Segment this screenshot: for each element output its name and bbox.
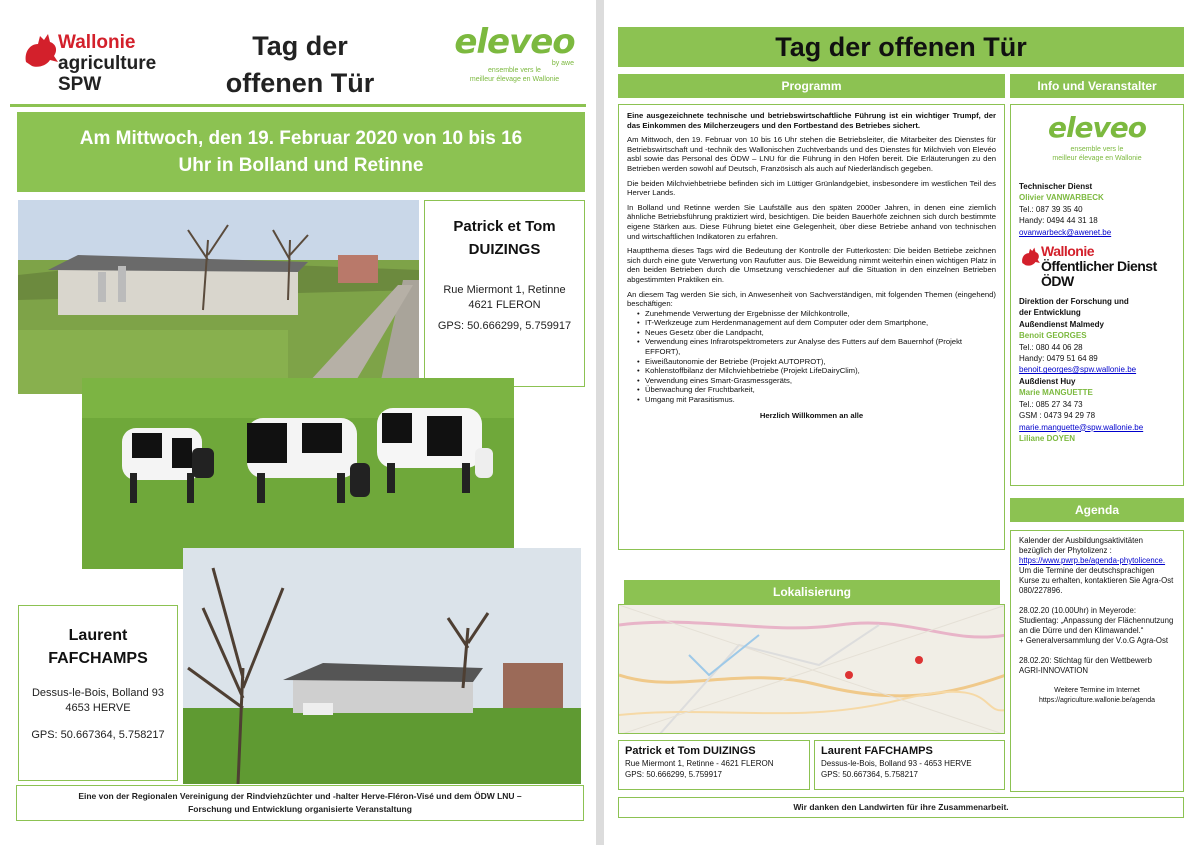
tech-email-link[interactable]: ovanwarbeck@awenet.be [1019, 227, 1112, 237]
eleveo-logo: eleveo by awe ensemble vers le meilleur élevage en Wallonie [454, 22, 575, 83]
topics-list [637, 309, 996, 405]
list-item: • Kohlenstoffbilanz der Milchviehbetriebe (Projekt LifeDairyClim), [637, 366, 996, 376]
malmedy-email-link[interactable]: benoit.georges@spw.wallonie.be [1019, 365, 1137, 375]
cows-photo [82, 378, 514, 569]
left-page [0, 0, 596, 845]
farm1-name-line1: Patrick et Tom [453, 218, 556, 235]
programm-heading: Programm [618, 74, 1005, 98]
list-item: • Verwendung eines Smart-Grasmessgeräts, [637, 376, 996, 386]
agriculture-text: agriculture [58, 53, 157, 74]
thanks-footer: Wir danken den Landwirten für ihre Zusammenarbeit. [618, 797, 1184, 818]
list-item: • Umgang mit Parasitismus. [637, 395, 996, 405]
agenda-box: Kalender der Ausbildungsaktivitäten bezüglich der Phytolizenz : https://www.pwrp.be/agenda-phytolicence. Um die Termine der deutschsprachigen Kurse zu erhalten, kontaktieren Sie Agra-Ost 080/227896. 28.02.20 (10.00Uhr) in Meyerode: Studientag: „Anpassung der Flächennutzung an die Dürre und den Klimawandel.“ + Generalversammlung der V.o.G Agra-Ost 28.02.20: Stichtag für den Wettbewerb AGRI-INNOVATION Weitere Termine im Internet https://agriculture.wallonie.be/agenda [1010, 530, 1184, 792]
list-item: • Überwachung der Fruchtbarkeit, [637, 385, 996, 395]
rooster-icon [1019, 244, 1041, 270]
list-item: • Zunehmende Verwertung der Ergebnisse der Milchkontrolle, [637, 309, 996, 319]
location-card-duizings: Patrick et Tom DUIZINGS Rue Miermont 1, Retinne - 4621 FLERON GPS: 50.666299, 5.759917 [618, 740, 810, 790]
info-heading: Info und Veranstalter [1010, 74, 1184, 98]
title-line-1: Tag der [252, 31, 348, 61]
odw-logo: Wallonie Öffentlicher Dienst ÖDW [1019, 244, 1175, 296]
farm-card-duizings [424, 200, 585, 387]
agenda-heading: Agenda [1010, 498, 1184, 522]
right-page [604, 0, 1200, 845]
farm2-name-line1: Laurent [68, 627, 128, 644]
date-banner: Am Mittwoch, den 19. Februar 2020 von 10 bis 16 Uhr in Bolland und Retinne [17, 112, 585, 192]
programm-box: Eine ausgezeichnete technische und betriebswirtschaftliche Führung ist ein wichtiger Trumpf, der das Einkommen des Milcherzeugers und den Fortbestand des Betriebes sichert. Am Mittwoch, den 19. Februar von 10 bis 16 Uhr stehen die Betriebsleiter, die Mitarbeiter des Dienstes für Betriebswirtschaft und -technik des Wallonischen Zuchtverbands und des Dienstes für Milchvieh von Elevéo asbl sowie das Personal des ÖDW – LNU für die Führung in den Höfen bereit. Die Erläuterungen zu den Betrieben werden sowohl auf Deutsch, Französisch als auch auf Niederländisch gegeben. Die beiden Milchviehbetriebe befinden sich im Lüttiger Grünlandgebiet, insbesondere im westlichen Teil des Herver Lands. In Bolland und Retinne werden Sie Laufställe aus den späten 2000er Jahren, in denen eine ziemlich ähnliche Betriebsführung praktiziert wird, besichtigen. Die beiden Bauerhöfe zeichnen sich durch bestimmte eigene Stärken aus. Diese Führung bietet eine Gelegenheit, über diese Betriebe anhand von technischen und wirtschaftlichen Indikatoren zu erfahren. Hauptthema dieses Tags wird die Bedeutung der Kontrolle der Futterkosten: Die beiden Betriebe zeichnen sich durch eine gute Verwertung von Raufutter aus. Die Beweidung nimmt weiterhin einen wichtigen Platz in den beiden Betrieben durch die Umsetzung verschiedener auf die Situation in den einzelnen Betrieben abgestimmten Praktiken ein. An diesem Tag werden Sie sich, in Anwesenheit von Sachverständigen, mit folgenden Themen (eingehend) beschäftigen: • Zunehmende Verwertung der Ergebnisse der Milchkontrolle, • IT-Werkzeuge zum Herdenmanagement auf dem Computer oder dem Smartphone, • Neues Gesetz über die Landpacht, • Verwendung eines Infrarotspektrometers zur Analyse des Futters auf dem Bauernhof (Projekt EFFORT), • Eiweißautonomie der Betriebe (Projekt AUTOPROT), • Kohlenstoffbilanz der Milchviehbetriebe (Projekt LifeDairyClim), • Verwendung eines Smart-Grasmessgeräts, • Überwachung der Fruchtbarkeit, • Umgang mit Parasitismus. Herzlich Willkommen an alle [618, 104, 1005, 550]
eleveo-logo-small: eleveo ensemble vers le meilleur élevage en Wallonie [1047, 111, 1147, 162]
rooster-icon [20, 32, 60, 70]
farm2-gps: GPS: 50.667364, 5.758217 [31, 729, 165, 741]
phytolicence-link[interactable]: https://www.pwrp.be/agenda-phytolicence. [1019, 556, 1166, 565]
farm1-name-line2: DUIZINGS [468, 241, 541, 258]
farm-photo-fafchamps [183, 548, 581, 784]
list-item: • IT-Werkzeuge zum Herdenmanagement auf dem Computer oder dem Smartphone, [637, 318, 996, 328]
page-title [190, 28, 410, 102]
info-box: eleveo ensemble vers le meilleur élevage en Wallonie Technischer Dienst Olivier VANWARBECK Tel.: 087 39 35 40 Handy: 0494 44 31 18 ovanwarbeck@awenet.be Wallonie Öffentlicher Dienst ÖDW Direktion der Forschung und der Entwicklung Außendienst Malmedy Benoit GEORGES Tel.: 080 44 06 28 Handy: 0479 51 64 89 benoit.georges@spw.wallonie.be Außdienst Huy Marie MANGUETTE Tel.: 085 27 34 73 GSM : 0473 94 29 78 marie.manguette@spw.wallonie.be Liliane DOYEN [1010, 104, 1184, 486]
list-item: • Verwendung eines Infrarotspektrometers zur Analyse des Futters auf dem Bauernhof (Projekt EFFORT), [637, 337, 996, 356]
list-item: • Eiweißautonomie der Betriebe (Projekt AUTOPROT), [637, 357, 996, 367]
farm-photo-duizings [18, 200, 419, 394]
huy-email-link[interactable]: marie.manguette@spw.wallonie.be [1019, 422, 1144, 432]
title-line-2: offenen Tür [225, 68, 375, 98]
farm1-gps: GPS: 50.666299, 5.759917 [437, 320, 572, 332]
location-map[interactable] [618, 604, 1005, 734]
wallonie-agriculture-logo [20, 32, 170, 95]
lokalisierung-heading: Lokalisierung [624, 580, 1000, 604]
divider [10, 104, 586, 107]
farm1-city: 4621 FLERON [468, 299, 541, 311]
right-title: Tag der offenen Tür [618, 27, 1184, 67]
left-footer: Eine von der Regionalen Vereinigung der Rindviehzüchter und -halter Herve-Fléron-Visé und dem ÖDW LNU – Forschung und Entwicklung organisierte Veranstaltung [16, 785, 584, 821]
farm-card-fafchamps [18, 605, 178, 781]
farm2-city: 4653 HERVE [65, 702, 131, 714]
farm2-name-line2: FAFCHAMPS [48, 650, 148, 667]
list-item: • Neues Gesetz über die Landpacht, [637, 328, 996, 338]
welcome-text: Herzlich Willkommen an alle [759, 410, 864, 420]
farm2-address: Dessus-le-Bois, Bolland 93 [31, 687, 165, 699]
location-card-fafchamps: Laurent FAFCHAMPS Dessus-le-Bois, Bolland 93 - 4653 HERVE GPS: 50.667364, 5.758217 [814, 740, 1005, 790]
spw-text: SPW [58, 74, 102, 95]
farm1-address: Rue Miermont 1, Retinne [443, 284, 566, 296]
wallonie-text: Wallonie [58, 32, 136, 53]
